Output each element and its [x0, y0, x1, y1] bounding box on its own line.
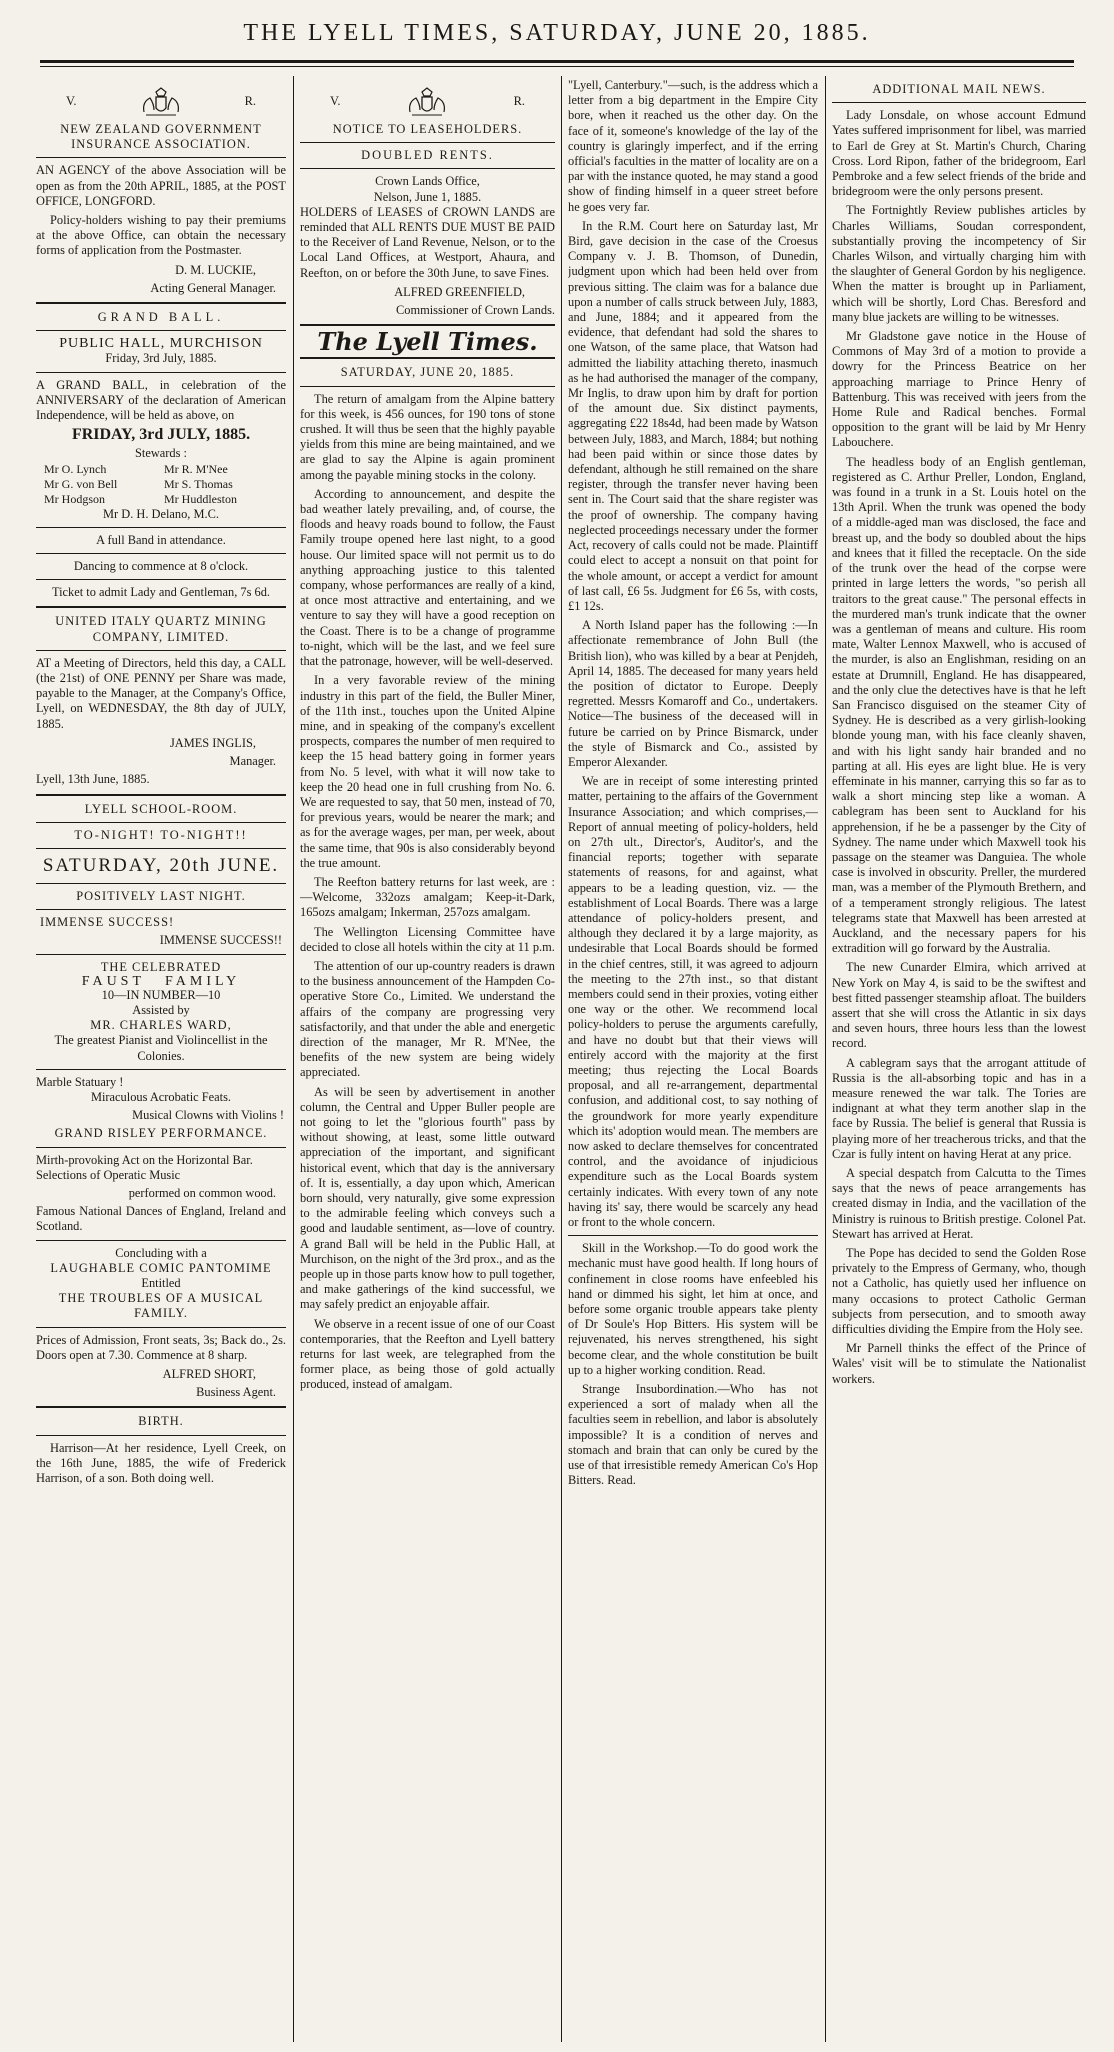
nz-signature-title: Acting General Manager.	[150, 280, 276, 295]
ball-venue: PUBLIC HALL, MURCHISON	[59, 336, 263, 352]
news-gladstone: Mr Gladstone gave notice in the House of Commons of May 3rd of a motion to provide a dowry for the Princess Beatrice on her approaching marriage to Prince Henry of Battenburg. This was received with jeers from the Home Rule and Radical benches. Formal opposition to the grant will be laid by Mr Henry Labouchere.	[832, 329, 1086, 450]
ball-body: A GRAND BALL, in celebration of the ANNIVERSARY of the declaration of American Independence, will be held as above, on	[36, 377, 286, 423]
crest-v: V.	[330, 94, 341, 109]
leaseholders-notice: NOTICE TO LEASEHOLDERS.	[332, 122, 523, 136]
column-2	[300, 82, 555, 2042]
office-date: Nelson, June 1, 1885.	[373, 189, 482, 204]
grand-ball-heading: GRAND BALL.	[97, 310, 225, 325]
masthead-rule-thin	[40, 66, 1074, 67]
stewards-heading: Stewards :	[135, 446, 187, 461]
pantomime: LAUGHABLE COMIC PANTOMIME	[50, 1260, 272, 1275]
masthead-rule	[40, 60, 1074, 63]
success-1: IMMENSE SUCCESS!	[40, 915, 175, 930]
article-insurance: We are in receipt of some interesting printed matter, pertaining to the affairs of the Government Insurance Association; and which comprises,—Report of annual meeting of policy-holders, held on 27th ult., Director's, Auditor's, and the financial reports; together with separate statements of reasons, for and against, what appears to be a leading question, viz. — the establishment of Local Boards. There was a large attendance of policy-holders present, and although they declared it by a large majority, as undesirable that Local Boards should be formed in the chief centres, still, it was agreed to adjourn the meeting to the 27th inst., so that distant members could send in their proxies, voting either one way or the other. We recommend local policy-holders to peruse the arguments carefully, and have no doubt but that their views will entirely accord with the majority at the first meeting; thus rejecting the Local Boards proposal, and all re-arrangement, departmental confusion, and additional cost, to say nothing of the groundwork for more yearly expenditure which its' adoption would mean. The members are now asked to declare themselves for concentrated control, and the avoidance of injudicious expenditure such as the Local Boards system certainly indicates. With every town of any note having its' say, there would be scarcely any head or front to the whole concern.	[568, 774, 818, 1230]
news-calcutta: A special despatch from Calcutta to the Times says that the news of peace arrangements has created dismay in India, and the vacillation of the Ministry is ruinous to British prestige. Colonel Pat. Stewart has arrived at Herat.	[832, 1166, 1086, 1241]
column-1	[36, 82, 286, 2042]
admission-prices: Prices of Admission, Front seats, 3s; Back do., 2s. Doors open at 7.30. Commence at 8 sharp.	[36, 1332, 286, 1362]
doubled-rents: DOUBLED RENTS.	[361, 148, 494, 163]
holders-notice: HOLDERS of LEASES of CROWN LANDS are reminded that ALL RENTS DUE MUST BE PAID to the Receiver of Land Revenue, Nelson, or to the Local Land Offices, at Westport, Ahaura, and Reefton, on or before the 30th June, to save Fines.	[300, 204, 555, 280]
short-signature-title: Business Agent.	[196, 1385, 276, 1400]
mirth-act: Mirth-provoking Act on the Horizontal Bar.	[36, 1152, 253, 1167]
news-headless-body: The headless body of an English gentleman, registered as C. Arthur Preller, London, England, was found in a trunk in a St. Louis hotel on the 13th April. When the trunk was opened the body of a middle-aged man was disclosed, the face and breast up, and the body so doubled about the hips and knees that it filled the receptacle. On the side of the trunk over the head of the corpse were printed in large letters the words, "so perish all traitors to the great cause." The personal effects in the murdered man's trunk indicate that the owner was a gentleman of means and culture. His room mate, Walter Lennox Maxwell, who is accused of the murder, is also an Englishman, residing on an estate at Drumnill, England. He has disappeared, and the only clue the detectives have is that he left San Francisco disguised on the steamer City of Sydney. He is described as a very girlish-looking blonde young man, with his face cleanly shaven, and with his light sandy hair branded and no parting at all. His eyes are light blue. He is very effeminate in his manner, carrying this so far as to walk a short mincing step like a woman. A cablegram has been sent to Auckland for his apprehension, if he be a passenger by the City of Sydney. The name under which Maxwell took his passage on the steamer was Danguiea. The whole case is involved in obscurity. Preller, the murdered man, was a member of the Plymouth Brethern, and of a temperament strongly religious. The latest telegrams state that Maxwell has been arrested at Auckland, and the necessary papers for his extradition will go forward by the Australia.	[832, 454, 1086, 956]
italy-signature: JAMES INGLIS,	[169, 735, 256, 750]
royal-crest	[300, 86, 555, 118]
operatic-music: Selections of Operatic Music	[36, 1167, 181, 1182]
column-divider	[561, 76, 562, 2042]
article-contemporaries: We observe in a recent issue of one of our Coast contemporaries, that the Reefton and Lyell battery returns for last week, are telegraphed from the former place, as being those of gold actually produced, instead of amalgam.	[300, 1316, 555, 1392]
family-word: FAMILY	[165, 973, 241, 989]
advert-insubordination: Strange Insubordination.—Who has not experienced a sort of malady when all the faculties seem in rebellion, and labor is absolutely impossible? It is a condition of nerves and stomach and brain that can only be cured by the use of that irresistible remedy American Co's Hop Bitters. Read.	[568, 1382, 818, 1488]
italy-date: Lyell, 13th June, 1885.	[36, 772, 150, 787]
crown-lands-office: Crown Lands Office,	[375, 174, 480, 189]
school-room: LYELL SCHOOL-ROOM.	[84, 801, 238, 816]
positively-last: POSITIVELY LAST NIGHT.	[76, 888, 246, 903]
musical-clowns: Musical Clowns with Violins !	[132, 1108, 284, 1123]
steward: Mr G. von Bell	[44, 476, 118, 491]
dancing-note: Dancing to commence at 8 o'clock.	[73, 559, 249, 574]
article-lyell-canterbury: "Lyell, Canterbury."—such, is the address which a letter from a big department in the Empire City bore, when it reached us the other day. On the face of it, someone's knowledge of the lay of the country is glaringly imperfect, and if the erring official's faculties in the matter of locality are on a par with the instance quoted, he may stand a good show of finding himself in a queer street before he goes very far.	[568, 78, 818, 214]
crest-r: R.	[244, 94, 256, 109]
birth-notice: Harrison—At her residence, Lyell Creek, on the 16th June, 1885, the wife of Frederick Harrison, of a son. Both doing well.	[36, 1440, 286, 1485]
news-cunarder: The new Cunarder Elmira, which arrived at New York on May 4, is said to be the swiftest and best fitted passenger steamship afloat. The builders assert that she will cross the Atlantic in six days and seven hours, three hours less than the lowest record.	[832, 960, 1086, 1051]
steward: Mr O. Lynch	[44, 461, 107, 476]
royal-coat-of-arms-icon	[138, 86, 184, 118]
italy-title: UNITED ITALY QUARTZ MINING COMPANY, LIMITED.	[55, 614, 267, 644]
ticket-note: Ticket to admit Lady and Gentleman, 7s 6d.	[51, 585, 271, 600]
ball-date-big: FRIDAY, 3rd JULY, 1885.	[71, 426, 251, 444]
nz-insurance-title: NEW ZEALAND GOVERNMENT INSURANCE ASSOCIATION.	[60, 122, 262, 152]
article-reefton: The Reefton battery returns for last week, are :—Welcome, 332ozs amalgam; Keep-it-Dark, 165ozs amalgam; Inkerman, 257ozs amalgam.	[300, 874, 555, 920]
saturday-big: SATURDAY, 20th JUNE.	[42, 854, 280, 876]
steward: Mr R. M'Nee	[164, 461, 228, 476]
success-2: IMMENSE SUCCESS!!	[159, 933, 282, 948]
royal-coat-of-arms-icon	[404, 86, 450, 118]
faust-family	[36, 975, 286, 988]
ball-date: Friday, 3rd July, 1885.	[105, 351, 217, 366]
steward-mc: Mr D. H. Delano, M.C.	[103, 506, 219, 521]
article-faust: According to announcement, and despite the bad weather lately prevailing, and, of course, the floods and heavy roads bound to follow, the Faust Family troupe opened here last night, to a good house. Our limited space will not permit us to do anything approaching justice to this talented company, whose performances are really of a kind, at once most attractive and entertaining, and we venture to say they will have a good reception on the Coast. There is to be a change of programme to-night, which will be the last, and we feel sure that the patronage, however, will be well-deserved.	[300, 486, 555, 669]
greenfield-signature: ALFRED GREENFIELD,	[394, 284, 525, 299]
tonight: TO-NIGHT! TO-NIGHT!!	[74, 827, 248, 842]
news-lonsdale: Lady Lonsdale, on whose account Edmund Yates suffered imprisonment for libel, was married to Earl de Grey at St. Martin's Church, Charing Cross. Lord Ripon, father of the bridegroom, Earl Pembroke and a few select friends of the bride and bridegroom were the only persons present.	[832, 108, 1086, 199]
italy-body: AT a Meeting of Directors, held this day, a CALL (the 21st) of ONE PENNY per Share was made, payable to the Manager, at the Company's Office, Lyell, on WEDNESDAY, the 8th day of JULY, 1885.	[36, 655, 286, 731]
marble-statuary: Marble Statuary !	[36, 1074, 124, 1089]
entitled: Entitled	[141, 1275, 181, 1290]
advert-skill: Skill in the Workshop.—To do good work the mechanic must have good health. If long hours of confinement in close rooms have enfeebled his hand or dimmed his sight, let him at once, and before some organic trouble appears take plenty of Dr Soule's Hop Bitters. His system will be rejuvenated, his nerves strengthened, his sight become clear, and the whole constitution be built up to a higher working condition. Read.	[568, 1241, 818, 1377]
number-ten: 10—IN NUMBER—10	[101, 987, 221, 1002]
crest-v: V.	[66, 94, 77, 109]
national-dances: Famous National Dances of England, Ireland and Scotland.	[36, 1204, 286, 1234]
mail-news-title: ADDITIONAL MAIL NEWS.	[872, 82, 1046, 96]
italy-signature-title: Manager.	[229, 754, 276, 769]
commissioner-title: Commissioner of Crown Lands.	[395, 303, 555, 318]
news-russia: A cablegram says that the arrogant attitude of Russia is the all-absorbing topic and has in a measure renewed the war talk. The Tories are indignant at what they term another slap in the face by Russia. The belief is general that Russia is playing more of her treacherous tricks, and that the Czar is fully intent on having Herat at any price.	[832, 1055, 1086, 1161]
column-3	[568, 78, 818, 2038]
steward: Mr Huddleston	[164, 491, 237, 506]
band-note: A full Band in attendance.	[96, 532, 226, 547]
article-hampden: The attention of our up-country readers is drawn to the business announcement of the Hampden Co-operative Store Co., Limited. We understand the affairs of the company are progressing very satisfactorily, and that under the able and energetic direction of the manager, Mr R. M'Nee, the benefits of the new system are being widely appreciated.	[300, 958, 555, 1080]
nz-insurance-body: AN AGENCY of the above Association will be open as from the 20th APRIL, 1885, at the POST OFFICE, LONGFORD.	[36, 163, 286, 208]
editorial-date: SATURDAY, JUNE 20, 1885.	[340, 365, 515, 380]
article-licensing: The Wellington Licensing Committee have decided to close all hotels within the city at 11 p.m.	[300, 924, 555, 954]
concluding: Concluding with a	[115, 1245, 207, 1260]
news-fortnightly: The Fortnightly Review publishes articles by Charles Williams, Soudan correspondent, substantially proving the incompetency of Sir Charles Wilson, and virtually charging him with the slaughter of General Gordon by his negligence. When the matter is brought up in Parliament, which will be shortly, Lord Chas. Beresford and many blue jackets are willing to be witnesses.	[832, 203, 1086, 324]
column-divider	[825, 76, 826, 2042]
troubles-title: THE TROUBLES OF A MUSICAL FAMILY.	[58, 1291, 264, 1321]
operatic-music-2: performed on common wood.	[128, 1185, 276, 1200]
royal-crest	[36, 86, 286, 118]
news-parnell: Mr Parnell thinks the effect of the Prince of Wales' visit will be to stimulate the Nationalist workers.	[832, 1341, 1086, 1386]
masthead: THE LYELL TIMES, SATURDAY, JUNE 20, 1885.	[243, 20, 871, 46]
column-4	[832, 82, 1086, 2042]
news-pope: The Pope has decided to send the Golden Rose privately to the Empress of Germany, who, though not a Catholic, has quietly used her influence on many occasions to protect Catholic German subjects from persecution, and to smooth away difficulties dividing the Empire from the Holy see.	[832, 1246, 1086, 1337]
charles-ward: MR. CHARLES WARD,	[90, 1018, 232, 1033]
article-rm-court: In the R.M. Court here on Saturday last, Mr Bird, gave decision in the case of the Croesus Company v. J. B. Thomson, of Dunedin, judgment upon which had been held over from previous sitting. The claim was for a balance due upon a number of calls struck between July, 1883, and June, 1884; and it appeared from the evidence, that defendant had sold the shares to one Watson, of the same place, that Watson had admitted the liability attaching thereto, inasmuch as he had authorised the manager of the company, Mr Inglis, to draw upon him by draft for portion of the amount due. Six distinct payments, aggregating £22 18s4d, had been made by Watson between July, 1883, and March, 1884; but nothing had been paid within or since those dates by defendant, although he still remained on the share register, through the transfer never having been sent in. The Court said that the share register was the proof of ownership. The company having neglected proceedings necessary under the former Act, recovery of calls could not be made. Plaintiff could elect to accept a nonsuit on that point for the whole amount, or accept a verdict for amount of last call, £6 5s. Judgment for £6 5s, with costs, £1 12s.	[568, 218, 818, 613]
column-divider	[293, 76, 294, 2042]
steward: Mr S. Thomas	[164, 476, 233, 491]
acrobatic-feats: Miraculous Acrobatic Feats.	[90, 1089, 232, 1104]
birth-heading: BIRTH.	[138, 1414, 184, 1429]
faust-word: FAUST	[81, 973, 146, 989]
stewards-list	[36, 462, 286, 507]
crest-r: R.	[513, 94, 525, 109]
ward-description: The greatest Pianist and Violincellist in the Colonies.	[54, 1033, 268, 1063]
nz-insurance-body-2: Policy-holders wishing to pay their premiums at the above Office, can obtain the necessary forms of application from the Postmaster.	[36, 213, 286, 258]
risley-performance: GRAND RISLEY PERFORMANCE.	[54, 1126, 268, 1141]
nz-signature: D. M. LUCKIE,	[175, 262, 256, 277]
short-signature: ALFRED SHORT,	[162, 1366, 256, 1381]
celebrated: THE CELEBRATED	[100, 959, 222, 974]
article-alpine: The return of amalgam from the Alpine battery for this week, is 456 ounces, for 190 tons of stone crushed. It will thus be seen that the highly payable yields from this mine are being maintained, and we are glad to say the Alpine is again prominent among the payable mining stocks in the colony.	[300, 391, 555, 482]
assisted-by: Assisted by	[132, 1002, 190, 1017]
article-fourth: As will be seen by advertisement in another column, the Central and Upper Buller people are not going to let the "glorious fourth" pass by without showing, at least, some little outward appreciation of the important, and significant historical event, which that day is the anniversary of. It is, essentially, a day upon which, American born should, very naturally, give some expression to the admirable feeling which conveys such a good and laudable sentiment, as—love of country. A grand Ball will be held in the Public Hall, at Murchison, on the night of the 3rd prox., and as the people up in those parts know how to pull together, and make gatherings of the kind successful, we may safely predict an enjoyable affair.	[300, 1084, 555, 1312]
article-mining: In a very favorable review of the mining industry in this part of the field, the Buller Miner, of the 11th inst., touches upon the United Alpine mine, and in speaking of the company's excellent prospects, compares the number of men required to keep the 15 head battery going in former years from No. 5 level, with what it will now take to keep the 20 head one in full crushing from No. 6. We are requested to say, that 50 men, instead of 70, for previous years, would be nearer the mark; and as for the average wages, per man, per week, about the same time, that 90s is also considerably beyond the true amount.	[300, 673, 555, 870]
steward: Mr Hodgson	[44, 491, 106, 506]
article-john-bull: A North Island paper has the following :—In affectionate remembrance of John Bull (the British lion), who was killed by a bear at Penjdeh, April 14, 1885. The deceased for many years held the position of dictator to Europe. Deeply regretted. Messrs Komaroff and Co., undertakers. Notice—The business of the deceased will in future be carried on by Prince Bismarck, under the style of Bismarck and Co., assisted by Emperor Alexander.	[568, 618, 818, 769]
paper-title: The Lyell Times.	[317, 327, 538, 357]
